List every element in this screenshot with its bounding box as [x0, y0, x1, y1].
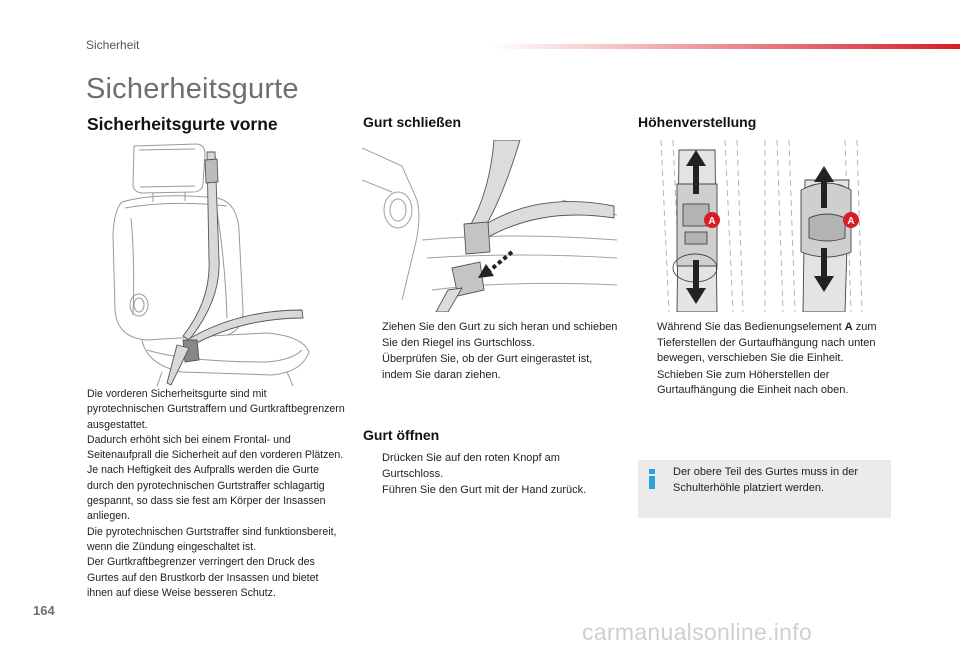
page-number: 164	[33, 603, 55, 618]
close-step: Überprüfen Sie, ob der Gurt eingerastet ist, indem Sie daran ziehen.	[382, 353, 593, 381]
height-adjust-illustration	[655, 140, 865, 312]
front-paragraph: Dadurch erhöht sich bei einem Frontal- und Seitenaufprall die Sicherheit auf den vorderen Plätzen. Je nach Heftigkeit des Aufpralls werden die Gurte durch den pyrotechnischen Gurtstraffer schlagartig gespannt, so dass sie fest am Körper der Insassen anliegen.	[87, 433, 344, 523]
front-paragraph: Der Gurtkraftbegrenzer verringert den Druck des Gurtes auf den Brustkorb der Insassen und bietet ihnen auf diese Weise besseren Schutz.	[87, 556, 319, 599]
open-step: Führen Sie den Gurt mit der Hand zurück.	[382, 484, 587, 497]
watermark: carmanualsonline.info	[582, 619, 813, 645]
height-adjust-heading: Höhenverstellung	[638, 114, 757, 130]
height-step: Während Sie das Bedienungselement A zum Tieferstellen der Gurtaufhängung nach unten bewegen, verschieben Sie die Einheit.	[657, 321, 877, 365]
height-step: Schieben Sie zum Höherstellen der Gurtaufhängung die Einheit nach oben.	[657, 368, 849, 397]
seat-illustration	[87, 140, 342, 390]
control-marker-a: A	[847, 216, 855, 227]
front-belts-description	[87, 387, 345, 601]
open-steps	[363, 451, 623, 500]
front-paragraph: Die vorderen Sicherheitsgurte sind mit pyrotechnischen Gurtstraffern und Gurtkraftbegrenzern ausgestattet.	[87, 388, 345, 431]
open-belt-heading: Gurt öffnen	[363, 427, 440, 443]
page-title: Sicherheitsgurte	[86, 73, 299, 105]
info-text: Der obere Teil des Gurtes muss in der Schulterhöhle platziert werden.	[673, 466, 859, 494]
close-steps	[363, 320, 623, 384]
header-accent-line	[490, 44, 960, 49]
buckle-illustration	[362, 140, 617, 312]
front-paragraph: Die pyrotechnischen Gurtstraffer sind funktionsbereit, wenn die Zündung eingeschaltet ist.	[87, 525, 337, 553]
open-step: Drücken Sie auf den roten Knopf am Gurtschloss.	[382, 452, 560, 480]
section-label: Sicherheit	[86, 38, 140, 52]
info-icon	[645, 469, 659, 489]
front-belts-heading: Sicherheitsgurte vorne	[87, 114, 278, 134]
close-step: Ziehen Sie den Gurt zu sich heran und schieben Sie den Riegel ins Gurtschloss.	[382, 321, 618, 349]
close-belt-heading: Gurt schließen	[363, 114, 462, 130]
height-steps	[638, 320, 888, 400]
control-marker-a: A	[708, 216, 716, 227]
